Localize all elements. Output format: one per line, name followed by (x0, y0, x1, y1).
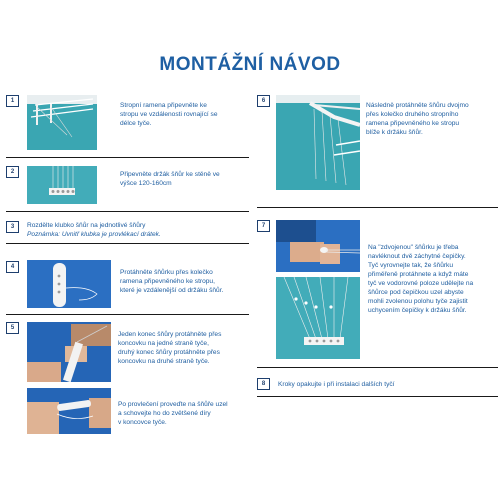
step-6-photo (276, 95, 360, 190)
step-3-text: Rozdělte klubko šňůr na jednotlivé šňůry Poznámka: Uvnitř klubka je provlékací drátek. (27, 221, 249, 239)
step-7-photo-b (276, 277, 360, 359)
step-7-text: Na "zdvojenou" šňůrku je třeba navléknout dvě záchytné čepičky. Tyč vyrovnejte tak, že šňůrku přiměřeně protáhnete a když máte tyč ve vodorovné poloze udělejte na šňůrce pod čepičkou uzel abyste mohli zvolenou polohu tyče zajistit uchycením čepičky k držáku šňůr. (368, 244, 474, 314)
step-5-photo-b (27, 388, 111, 434)
step-2-text: Připevněte držák šňůr ke stěně ve výšce 120-160cm (120, 171, 220, 187)
step-number-3: 3 (6, 221, 19, 233)
step-1-text: Stropní ramena připevněte ke stropu ve vzdálenosti rovnající se délce tyče. (120, 102, 218, 127)
step-number-7: 7 (257, 220, 270, 232)
step-3-note: Poznámka: Uvnitř klubka je provlékací drátek. (27, 231, 161, 238)
step-number-6: 6 (257, 95, 270, 107)
step-number-2: 2 (6, 166, 19, 178)
step-number-4: 4 (6, 261, 19, 273)
divider (6, 243, 249, 244)
step-number-5: 5 (6, 322, 19, 334)
step-6-text: Následně protáhněte šňůru dvojmo přes kolečko druhého stropního ramena připevněného ke stropu blíže k držáku šňůr. (366, 102, 469, 136)
divider (257, 207, 498, 208)
step-number-8: 8 (257, 378, 270, 390)
divider (6, 211, 249, 212)
step-1-photo (27, 95, 97, 150)
divider (257, 367, 498, 368)
divider (257, 396, 498, 397)
step-8-text: Kroky opakujte i při instalaci dalších tyčí (278, 381, 395, 388)
step-5-text-a: Jeden konec šňůry protáhněte přes koncovku na jedné straně tyče, druhý konec šňůry protáhněte přes koncovku na druhé straně tyče. (118, 331, 222, 365)
divider (6, 314, 249, 315)
divider (6, 157, 249, 158)
step-2-photo (27, 166, 97, 204)
page-title: MONTÁŽNÍ NÁVOD (159, 54, 341, 75)
step-5-photo-a (27, 322, 111, 382)
step-4-photo (27, 260, 111, 308)
step-4-text: Protáhněte šňůrku přes kolečko ramena připevněného ke stropu, které je vzdálenější od držáku šňůr. (120, 269, 224, 294)
step-number-1: 1 (6, 95, 19, 107)
step-7-photo-a (276, 220, 360, 272)
step-5-text-b: Po provlečení proveďte na šňůře uzel a schovejte ho do zvětšené díry v koncovce tyče. (118, 401, 228, 426)
